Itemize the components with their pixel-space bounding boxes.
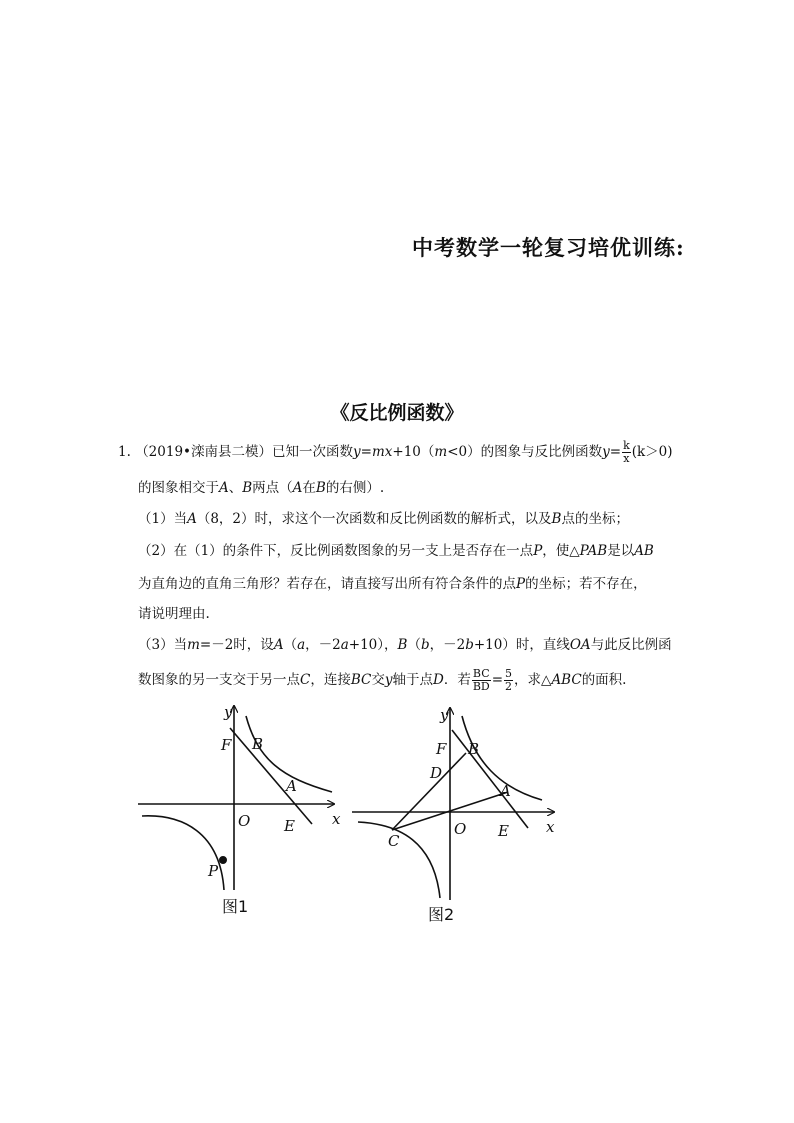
- text-span: 是以: [607, 543, 635, 559]
- var-C: C: [300, 672, 311, 688]
- text-span: （: [283, 637, 298, 653]
- text-span: 数图象的另一支交于另一点: [138, 672, 300, 688]
- var-m: m: [434, 444, 448, 460]
- var-A: A: [187, 511, 197, 527]
- var-B: B: [397, 637, 408, 653]
- fig1-label-A: A: [286, 777, 297, 795]
- var-P: P: [533, 543, 543, 559]
- text-span: +10），: [348, 637, 398, 653]
- var-y: y: [602, 444, 610, 460]
- var-m: m: [187, 637, 200, 653]
- fig1-labels: [207, 703, 341, 880]
- fig2-labels: [388, 706, 555, 850]
- text-span: （1）当: [138, 511, 188, 527]
- text-span: 交: [371, 672, 385, 688]
- fig1-label-F: F: [221, 736, 232, 754]
- figures-svg: [132, 700, 562, 930]
- var-B: B: [315, 480, 326, 496]
- section-title: 《反比例函数》: [330, 402, 464, 424]
- var-B: B: [551, 511, 562, 527]
- text-span: ，求△: [514, 672, 552, 688]
- fig1-label-E: E: [284, 817, 295, 835]
- var-y: y: [384, 672, 393, 688]
- fig2-label-A: A: [500, 782, 511, 800]
- fig1-label-x: x: [332, 810, 341, 828]
- text-span: 请说明理由.: [138, 606, 210, 622]
- text-span: 的面积.: [581, 672, 627, 688]
- fig2-caption: 图2: [428, 905, 455, 924]
- text-span: +10）时，直线: [473, 637, 570, 653]
- text-span: （3）当: [138, 637, 188, 653]
- fig2-label-E: E: [498, 822, 509, 840]
- fig1-line: [230, 728, 312, 824]
- fig2-label-y: y: [440, 706, 449, 724]
- text-span: <0）的图象与反比例函数: [447, 444, 603, 460]
- problem-line-8: [138, 668, 626, 693]
- text-span: =: [491, 672, 504, 688]
- text-span: 为直角边的直角三角形？若存在，请直接写出所有符合条件的点: [138, 576, 516, 592]
- text-span: （8，2）时，求这个一次函数和反比例函数的解析式，以及: [196, 511, 552, 527]
- figure-1: [138, 706, 334, 890]
- text-span: 点的坐标；: [561, 511, 629, 527]
- text-span: =: [360, 444, 372, 460]
- text-span: (k＞0): [631, 444, 673, 460]
- fig2-line-BE: [452, 730, 528, 828]
- var-AB: AB: [634, 543, 654, 559]
- text-span: （: [407, 637, 421, 653]
- var-a: a: [340, 637, 349, 653]
- text-span: ，－2: [305, 637, 341, 653]
- var-mx: mx: [371, 444, 393, 460]
- text-span: ，－2: [429, 637, 466, 653]
- fraction-five-over-two: [504, 668, 513, 693]
- text-span: 的坐标；若不存在，: [525, 576, 647, 592]
- text-span: 轴于点: [392, 672, 433, 688]
- text-span: ，连接: [310, 672, 351, 688]
- fraction-denominator: 2: [505, 680, 513, 693]
- var-a: a: [297, 637, 306, 653]
- var-BC: BC: [350, 672, 372, 688]
- text-span: 、: [228, 480, 243, 496]
- text-span: ．若: [443, 672, 471, 688]
- text-span: 两点（: [252, 480, 293, 496]
- fig1-label-P: P: [208, 862, 219, 880]
- figure-2: [352, 708, 554, 900]
- fraction-bc-over-bd: [472, 668, 491, 693]
- text-span: ，使△: [542, 543, 580, 559]
- fraction-numerator: k: [623, 439, 630, 452]
- problem-line-2: [138, 478, 384, 498]
- problem-line-4: [138, 541, 654, 561]
- text-span: 的右侧）.: [325, 480, 385, 496]
- fig2-label-C: C: [388, 832, 400, 850]
- text-span: =: [609, 444, 622, 460]
- fraction-denominator: x: [623, 452, 630, 465]
- fig2-label-x: x: [546, 818, 555, 836]
- fig1-label-O: O: [238, 812, 251, 830]
- fig1-point-P: [220, 857, 226, 863]
- fig1-label-y: y: [224, 703, 233, 721]
- text-span: +10（: [392, 444, 435, 460]
- var-y: y: [353, 444, 361, 460]
- fraction-denominator: BD: [472, 680, 490, 693]
- problem-line-5: [138, 574, 647, 594]
- var-P: P: [516, 576, 526, 592]
- fig1-caption: 图1: [222, 897, 249, 916]
- var-ABC: ABC: [551, 672, 582, 688]
- text-span: =－2时，设: [199, 637, 274, 653]
- text-span: 与此反比例函: [590, 637, 672, 653]
- var-A: A: [273, 637, 284, 653]
- text-span: （2019•滦南县二模）已知一次函数: [135, 444, 354, 460]
- page-header-title: 中考数学一轮复习培优训练:: [412, 235, 685, 260]
- var-B: B: [242, 480, 253, 496]
- text-span: 在: [302, 480, 316, 496]
- var-A: A: [292, 480, 303, 496]
- fraction-numerator: BC: [472, 667, 490, 680]
- var-A: A: [219, 480, 229, 496]
- problem-line-1: [118, 440, 673, 465]
- var-b: b: [420, 637, 430, 653]
- fig2-label-B: B: [468, 740, 480, 758]
- fig2-label-O: O: [454, 820, 467, 838]
- problem-line-3: [138, 509, 629, 529]
- fig1-label-B: B: [252, 735, 264, 753]
- var-D: D: [433, 672, 444, 688]
- problem-line-7: [138, 635, 672, 655]
- var-PAB: PAB: [579, 543, 608, 559]
- text-span: 的图象相交于: [138, 480, 219, 496]
- fraction-numerator: 5: [505, 667, 513, 680]
- fraction-k-over-x: [622, 440, 631, 465]
- fig2-label-D: D: [430, 764, 443, 782]
- problem-number: 1.: [118, 444, 131, 460]
- problem-line-6: [138, 604, 210, 624]
- var-b: b: [465, 637, 474, 653]
- var-OA: OA: [569, 637, 591, 653]
- fig2-label-F: F: [436, 740, 447, 758]
- text-span: （2）在（1）的条件下，反比例函数图象的另一支上是否存在一点: [138, 543, 534, 559]
